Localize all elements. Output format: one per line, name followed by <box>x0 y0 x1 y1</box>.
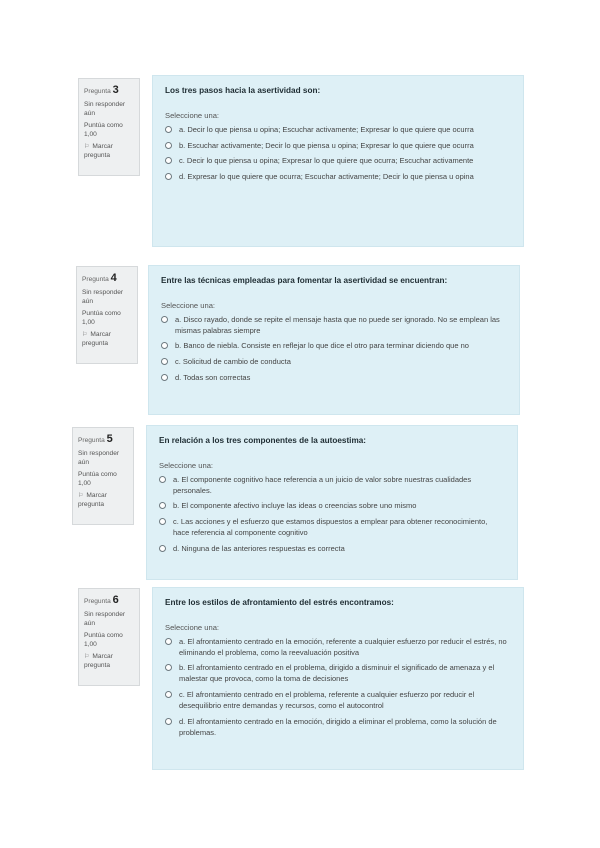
option-text: c. Solicitud de cambio de conducta <box>175 357 291 367</box>
radio-button[interactable] <box>165 126 172 133</box>
radio-button[interactable] <box>161 358 168 365</box>
question-number: 5 <box>106 433 113 445</box>
flag-question-link[interactable] <box>84 143 134 161</box>
flag-icon: ⚐ <box>78 493 84 500</box>
radio-button[interactable] <box>165 157 172 164</box>
option-text: b. El componente afectivo incluye las ideas o creencias sobre uno mismo <box>173 501 417 511</box>
question-info <box>76 266 138 364</box>
radio-button[interactable] <box>159 502 166 509</box>
radio-button[interactable] <box>165 142 172 149</box>
answer-option-a[interactable] <box>165 125 511 136</box>
question-card <box>146 425 518 580</box>
answer-option-c[interactable] <box>161 357 507 368</box>
answer-option-d[interactable] <box>165 717 511 739</box>
flag-label: Marcar pregunta <box>82 331 111 348</box>
option-text: a. El afrontamiento centrado en la emoción, referente a cualquier esfuerzo por reducir el estrés, no eliminando el problema, como la reevaluación positiva <box>179 636 507 657</box>
radio-button[interactable] <box>161 374 168 381</box>
radio-button[interactable] <box>165 718 172 725</box>
radio-button[interactable] <box>161 342 168 349</box>
question-number: 4 <box>110 272 117 284</box>
option-text: a. El componente cognitivo hace referencia a un juicio de valor sobre nuestras cualidades personales. <box>173 474 472 495</box>
answer-option-c[interactable] <box>159 517 505 539</box>
option-text: b. El afrontamiento centrado en el problema, dirigido a disminuir el significado de amenaza y el malestar que provoca, como la toma de decisiones <box>179 663 495 684</box>
flag-icon: ⚐ <box>82 332 88 339</box>
answer-option-c[interactable] <box>165 690 511 712</box>
question-score: Puntúa como 1,00 <box>78 470 117 487</box>
question-text: En relación a los tres componentes de la autoestima: <box>159 436 367 445</box>
question-info <box>78 588 140 686</box>
question-status: Sin responder aún <box>84 100 126 117</box>
answer-option-b[interactable] <box>165 663 511 685</box>
option-text: d. Ninguna de las anteriores respuestas es correcta <box>173 544 345 554</box>
question-info <box>78 78 140 176</box>
option-text: b. Banco de niebla. Consiste en reflejar lo que dice el otro para terminar diciendo que no <box>175 341 469 351</box>
flag-question-link[interactable] <box>78 492 128 510</box>
radio-button[interactable] <box>165 638 172 645</box>
option-text: d. Expresar lo que quiere que ocurra; Escuchar activamente; Decir lo que piensa u opina <box>179 172 474 182</box>
question-text: Entre los estilos de afrontamiento del estrés encontramos: <box>165 598 394 607</box>
option-text: c. El afrontamiento centrado en el problema, referente a cualquier esfuerzo por reducir el desequilibrio entre demandas y recursos, como el autocontrol <box>179 690 475 711</box>
option-text: c. Decir lo que piensa u opina; Expresar lo que quiere que ocurra; Escuchar activamente <box>179 156 474 166</box>
radio-button[interactable] <box>165 173 172 180</box>
radio-button[interactable] <box>159 476 166 483</box>
option-text: a. Disco rayado, donde se repite el mensaje hasta que no puede ser ignorado. No se emplean las mismas palabras siempre <box>175 314 500 335</box>
question-text: Los tres pasos hacia la asertividad son: <box>165 86 321 95</box>
flag-icon: ⚐ <box>84 654 90 661</box>
radio-button[interactable] <box>159 518 166 525</box>
radio-button[interactable] <box>159 545 166 552</box>
flag-label: Marcar pregunta <box>84 143 113 160</box>
question-label: Pregunta <box>84 598 111 605</box>
flag-label: Marcar pregunta <box>84 653 113 670</box>
answer-prompt: Seleccione una: <box>159 460 214 470</box>
question-status: Sin responder aún <box>84 610 126 627</box>
question-info <box>72 427 134 525</box>
answer-option-a[interactable] <box>161 315 507 337</box>
flag-question-link[interactable] <box>84 653 134 671</box>
option-text: c. Las acciones y el esfuerzo que estamos dispuestos a emplear para obtener reconocimiento, hace referencia al componente cognitivo <box>173 517 488 538</box>
option-text: d. Todas son correctas <box>175 373 251 383</box>
option-text: b. Escuchar activamente; Decir lo que piensa u opina; Expresar lo que quiere que ocurra <box>179 140 474 150</box>
question-label: Pregunta <box>84 88 111 95</box>
question-status: Sin responder aún <box>78 449 120 466</box>
question-label: Pregunta <box>78 437 105 444</box>
radio-button[interactable] <box>161 316 168 323</box>
answer-prompt: Seleccione una: <box>161 300 216 310</box>
flag-question-link[interactable] <box>82 331 132 349</box>
answer-option-d[interactable] <box>161 373 507 384</box>
question-card <box>152 75 524 247</box>
answer-prompt: Seleccione una: <box>165 110 220 120</box>
answer-option-d[interactable] <box>159 544 505 555</box>
question-status: Sin responder aún <box>82 288 124 305</box>
option-text: d. El afrontamiento centrado en la emoción, dirigido a eliminar el problema, como la solución de problemas. <box>179 716 497 737</box>
question-card <box>148 265 520 415</box>
question-text: Entre las técnicas empleadas para fomentar la asertividad se encuentran: <box>161 276 448 285</box>
flag-icon: ⚐ <box>84 144 90 151</box>
question-score: Puntúa como 1,00 <box>84 631 123 648</box>
answer-option-d[interactable] <box>165 172 511 183</box>
answer-option-b[interactable] <box>165 141 511 152</box>
flag-label: Marcar pregunta <box>78 492 107 509</box>
question-score: Puntúa como 1,00 <box>84 121 123 138</box>
question-score: Puntúa como 1,00 <box>82 309 121 326</box>
question-card <box>152 587 524 770</box>
radio-button[interactable] <box>165 691 172 698</box>
answer-option-a[interactable] <box>165 637 511 659</box>
option-text: a. Decir lo que piensa u opina; Escuchar activamente; Expresar lo que quiere que ocurra <box>179 124 474 134</box>
answer-prompt: Seleccione una: <box>165 622 220 632</box>
question-label: Pregunta <box>82 276 109 283</box>
radio-button[interactable] <box>165 664 172 671</box>
answer-option-b[interactable] <box>161 341 507 352</box>
question-number: 6 <box>112 594 119 606</box>
question-number: 3 <box>112 84 119 96</box>
answer-option-b[interactable] <box>159 501 505 512</box>
answer-option-a[interactable] <box>159 475 505 497</box>
answer-option-c[interactable] <box>165 156 511 167</box>
